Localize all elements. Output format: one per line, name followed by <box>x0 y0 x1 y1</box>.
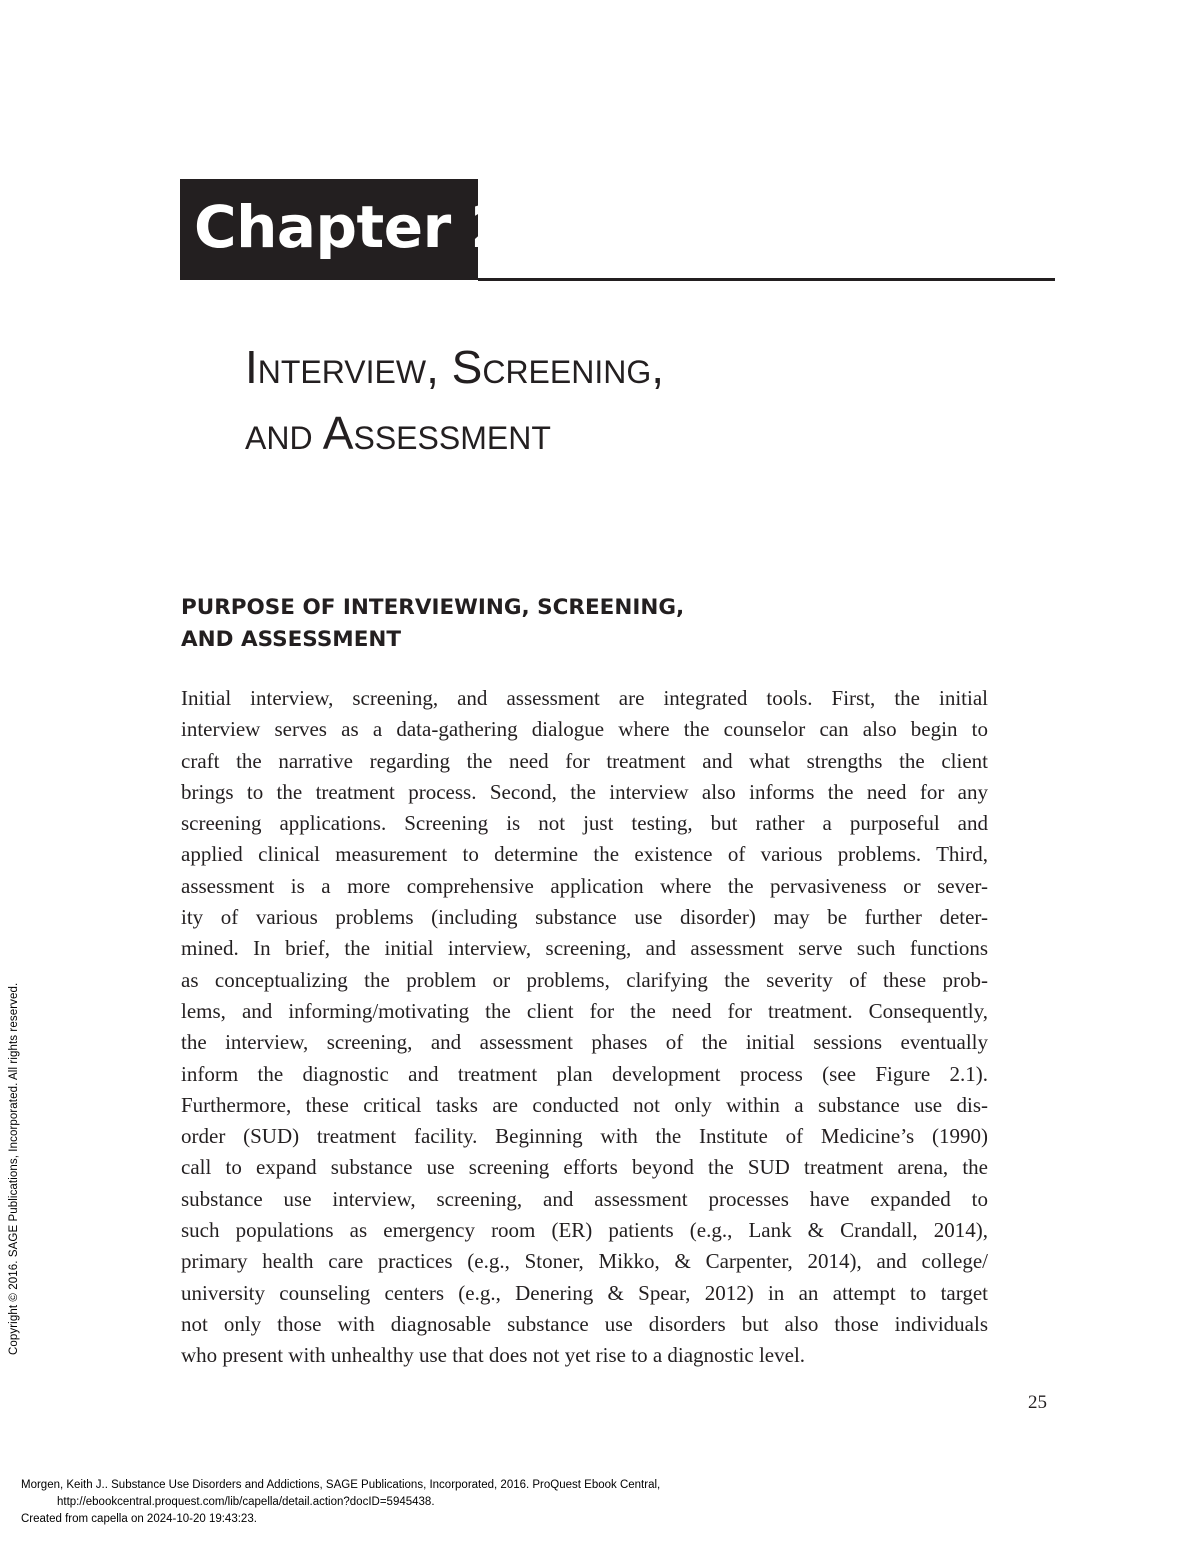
footer-url: http://ebookcentral.proquest.com/lib/capella/detail.action?docID=5945438. <box>57 1496 435 1508</box>
body-line: primary health care practices (e.g., Stoner, Mikko, & Carpenter, 2014), and college/ <box>181 1249 988 1274</box>
body-line: call to expand substance use screening efforts beyond the SUD treatment arena, the <box>181 1155 988 1180</box>
section-heading-line-1: PURPOSE OF INTERVIEWING, SCREENING, <box>181 595 685 620</box>
chapter-title-line-1: Interview, Screening, <box>245 341 665 393</box>
body-line: brings to the treatment process. Second, the interview also informs the need for any <box>181 779 988 804</box>
body-line: order (SUD) treatment facility. Beginning with the Institute of Medicine’s (1990) <box>181 1124 988 1149</box>
chapter-rule <box>478 278 1055 281</box>
citation-footer <box>21 1477 660 1528</box>
section-heading-line-2: AND ASSESSMENT <box>181 627 402 652</box>
body-line: ity of various problems (including substance use disorder) may be further deter- <box>181 905 988 930</box>
body-line: substance use interview, screening, and assessment processes have expanded to <box>181 1186 988 1211</box>
chapter-title-line-2: and Assessment <box>245 407 551 459</box>
body-line: the interview, screening, and assessment phases of the initial sessions eventually <box>181 1030 988 1055</box>
body-line: Initial interview, screening, and assessment are integrated tools. First, the initial <box>181 686 988 710</box>
body-line: applied clinical measurement to determine the existence of various problems. Third, <box>181 842 988 867</box>
body-line: screening applications. Screening is not just testing, but rather a purposeful and <box>181 811 988 836</box>
body-line: who present with unhealthy use that does not yet rise to a diagnostic level. <box>181 1343 806 1368</box>
body-line: such populations as emergency room (ER) patients (e.g., Lank & Crandall, 2014), <box>181 1218 988 1243</box>
body-line: not only those with diagnosable substance use disorders but also those individuals <box>181 1311 988 1336</box>
page-number: 25 <box>1028 1392 1047 1413</box>
chapter-label-box <box>180 179 511 280</box>
body-line: Furthermore, these critical tasks are conducted not only within a substance use dis- <box>181 1092 988 1117</box>
body-paragraph <box>181 683 988 1372</box>
body-line: inform the diagnostic and treatment plan development process (see Figure 2.1). <box>181 1061 988 1086</box>
body-line: craft the narrative regarding the need for treatment and what strengths the client <box>181 748 988 773</box>
body-line: as conceptualizing the problem or problems, clarifying the severity of these prob- <box>181 967 988 992</box>
body-line: university counseling centers (e.g., Denering & Spear, 2012) in an attempt to target <box>181 1280 988 1305</box>
chapter-title <box>245 334 1045 466</box>
copyright-notice: Copyright © 2016. SAGE Publications, Incorporated. All rights reserved. <box>8 982 20 1355</box>
body-line: lems, and informing/motivating the client for the need for treatment. Consequently, <box>181 998 988 1023</box>
chapter-label: Chapter 2 <box>194 193 511 261</box>
footer-citation: Morgen, Keith J.. Substance Use Disorders and Addictions, SAGE Publications, Incorporated, 2016. ProQuest Ebook Central, <box>21 1479 661 1491</box>
body-line: interview serves as a data-gathering dialogue where the counselor can also begin to <box>181 717 988 742</box>
body-line: assessment is a more comprehensive application where the pervasiveness or sever- <box>181 873 988 898</box>
body-line: mined. In brief, the initial interview, screening, and assessment serve such functions <box>181 936 988 961</box>
footer-created: Created from capella on 2024-10-20 19:43:23. <box>21 1513 257 1525</box>
section-heading <box>181 592 981 656</box>
